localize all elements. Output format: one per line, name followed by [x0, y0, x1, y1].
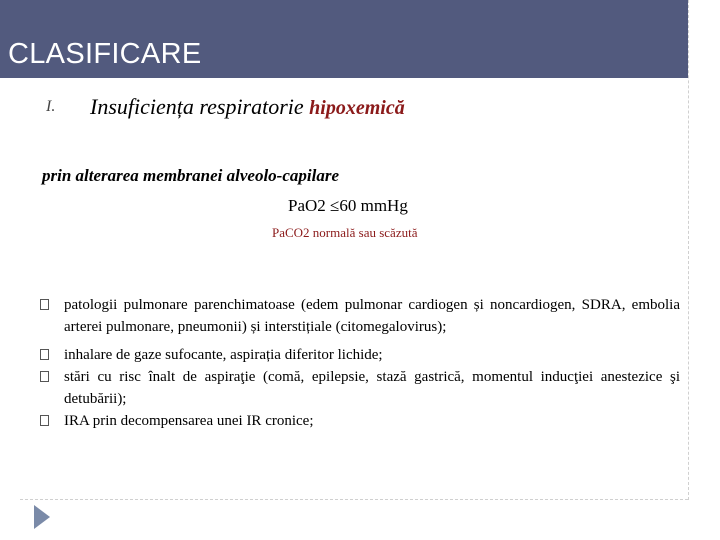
checkbox-icon [40, 371, 49, 382]
checkbox-icon [40, 299, 49, 310]
next-slide-icon[interactable] [34, 505, 50, 529]
section-number: I. [46, 98, 56, 115]
list-item-text: IRA prin decompensarea unei IR cronice; [64, 413, 314, 429]
slide-title: CLASIFICARE [8, 38, 202, 70]
title-bar [0, 0, 688, 78]
list-item-text: inhalare de gaze sufocante, aspirația diferitor lichide; [64, 347, 383, 363]
paco2-criterion: PaCO2 normală sau scăzută [272, 225, 418, 240]
list-item [40, 366, 680, 410]
list-item [40, 344, 680, 366]
list-item [40, 294, 680, 338]
pao2-criterion: PaO2 ≤60 mmHg [288, 196, 408, 215]
subtitle: prin alterarea membranei alveolo-capilare [42, 166, 339, 185]
heading-main-text: Insuficiența respiratorie [90, 94, 304, 119]
bottom-divider [20, 499, 688, 500]
list-item-text: stări cu risc înalt de aspiraţie (comă, epilepsie, stază gastrică, momentul inducţiei anestezice şi detubării); [64, 369, 680, 407]
checkbox-icon [40, 415, 49, 426]
heading-accent-text: hipoxemică [309, 97, 405, 119]
frame-divider [688, 0, 690, 500]
section-heading-text [90, 94, 405, 120]
cause-list [40, 294, 680, 432]
list-item [40, 410, 680, 432]
list-item-text: patologii pulmonare parenchimatoase (edem pulmonar cardiogen și noncardiogen, SDRA, embolia arterei pulmonare, pneumonii) și interstițiale (citomegalovirus); [64, 297, 680, 335]
checkbox-icon [40, 349, 49, 360]
